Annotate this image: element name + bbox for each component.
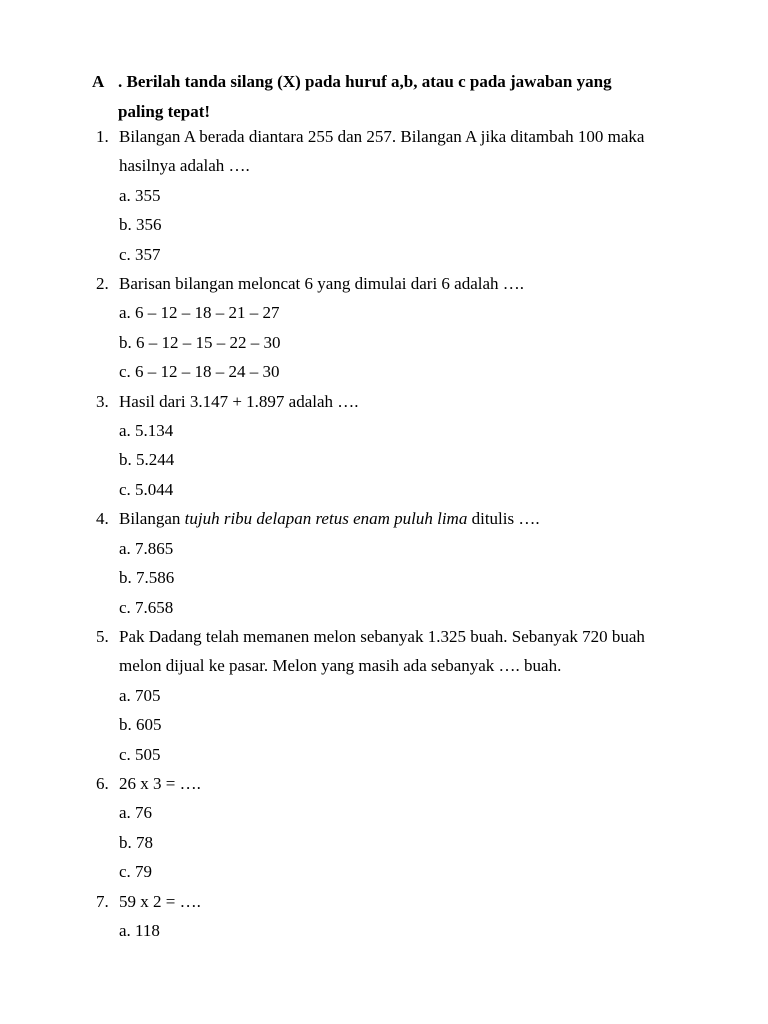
section-instruction <box>92 67 612 126</box>
option-b: b. 6 – 12 – 15 – 22 – 30 <box>119 332 281 352</box>
question-number: 2. <box>96 274 109 294</box>
question-number: 5. <box>96 626 109 646</box>
question-text: 59 x 2 = …. <box>119 891 201 911</box>
question-4 <box>92 504 692 622</box>
question-7 <box>92 887 692 946</box>
question-number: 4. <box>96 509 109 529</box>
question-number: 1. <box>96 127 109 146</box>
question-text: Barisan bilangan meloncat 6 yang dimulai dari 6 adalah …. <box>119 274 525 294</box>
question-text-prefix: Bilangan <box>119 509 185 529</box>
instruction-line-1: . Berilah tanda silang (X) pada huruf a,b, atau c pada jawaban yang <box>118 72 612 91</box>
option-c: c. 6 – 12 – 18 – 24 – 30 <box>119 362 280 382</box>
question-text: Hasil dari 3.147 + 1.897 adalah …. <box>119 391 359 411</box>
option-c: c. 357 <box>119 244 161 264</box>
option-a: a. 705 <box>119 685 161 705</box>
option-b: b. 605 <box>119 715 162 735</box>
question-text-line-2: hasilnya adalah …. <box>119 156 250 176</box>
option-a: a. 7.865 <box>119 538 174 558</box>
question-3 <box>92 387 692 505</box>
option-c: c. 505 <box>119 744 161 764</box>
question-text-italic: tujuh ribu delapan retus enam puluh lima <box>184 509 468 529</box>
question-number: 7. <box>96 891 109 911</box>
question-text-suffix: ditulis …. <box>467 509 540 529</box>
instruction-line-2: paling tepat! <box>118 101 211 121</box>
option-a: a. 76 <box>119 803 153 823</box>
option-b: b. 356 <box>119 215 162 235</box>
question-number: 6. <box>96 773 109 793</box>
question-list <box>92 122 692 945</box>
option-a: a. 5.134 <box>119 421 174 441</box>
question-text: 26 x 3 = …. <box>119 773 201 793</box>
question-text-line-2: melon dijual ke pasar. Melon yang masih ada sebanyak …. buah. <box>119 656 562 676</box>
option-a: a. 355 <box>119 185 161 205</box>
option-c: c. 7.658 <box>119 597 174 617</box>
question-2 <box>92 269 692 387</box>
question-6 <box>92 769 692 887</box>
question-number: 3. <box>96 391 109 411</box>
option-b: b. 78 <box>119 832 153 852</box>
option-c: c. 79 <box>119 862 153 882</box>
question-text-line-1: Bilangan A berada diantara 255 dan 257. Bilangan A jika ditambah 100 maka <box>119 127 645 146</box>
option-b: b. 7.586 <box>119 568 175 588</box>
question-1 <box>92 122 692 269</box>
option-b: b. 5.244 <box>119 450 175 470</box>
question-5 <box>92 622 692 769</box>
question-text <box>119 504 692 533</box>
option-a: a. 6 – 12 – 18 – 21 – 27 <box>119 303 280 323</box>
option-a: a. 118 <box>119 920 160 940</box>
option-c: c. 5.044 <box>119 479 174 499</box>
question-text-line-1: Pak Dadang telah memanen melon sebanyak 1.325 buah. Sebanyak 720 buah <box>119 626 645 646</box>
section-letter: A <box>92 72 105 91</box>
